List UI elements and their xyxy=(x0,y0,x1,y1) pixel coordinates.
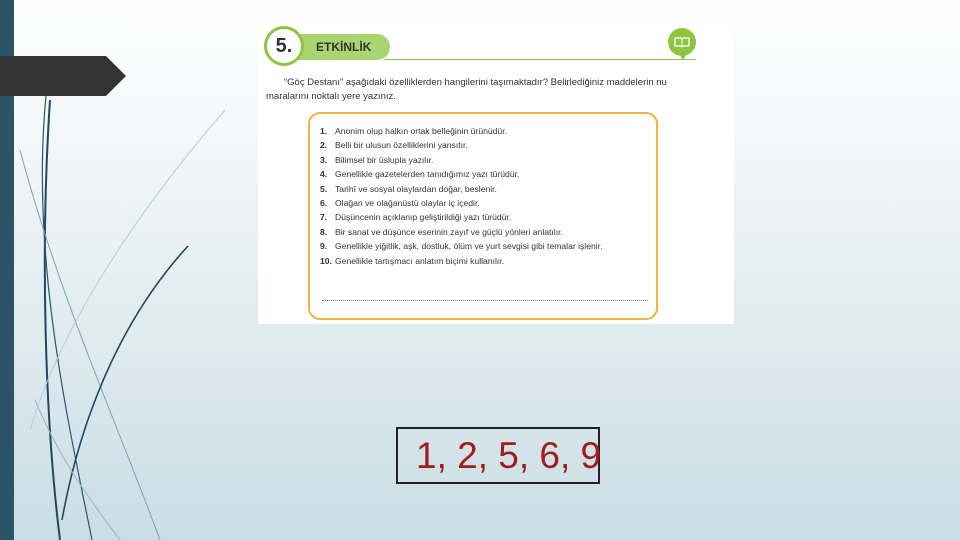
activity-worksheet xyxy=(258,22,734,324)
instruction-text xyxy=(266,76,726,104)
list-item: 10. Genellikle tartışmacı anlatım biçimi kullanılır. xyxy=(320,255,505,266)
activity-number: 5. xyxy=(264,26,304,66)
header-divider xyxy=(384,59,696,60)
decorative-lines xyxy=(0,0,300,540)
list-item: 8. Bir sanat ve düşünce eserinin zayıf ve güçlü yönleri anlatılır. xyxy=(320,226,563,237)
instruction-line-2: maralarını noktalı yere yazınız. xyxy=(266,91,396,102)
activity-label: ETKİNLİK xyxy=(286,34,390,60)
instruction-line-1: “Göç Destanı” aşağıdaki özelliklerden hangilerini taşımaktadır? Belirlediğiniz maddelerin nu xyxy=(284,77,667,88)
list-item: 5. Tarihî ve sosyal olaylardan doğar, beslenir. xyxy=(320,183,497,194)
list-item: 9. Genellikle yiğitlik, aşk, dostluk, ölüm ve yurt sevgisi gibi temalar işlenir. xyxy=(320,241,603,252)
list-item: 4. Genellikle gazetelerden tanıdığımız yazı türüdür. xyxy=(320,169,520,180)
list-item: 1. Anonim olup halkın ortak belleğinin ürünüdür. xyxy=(320,126,507,136)
answer-dotted-line xyxy=(322,300,648,301)
list-item: 7. Düşüncenin açıklanıp geliştirildiği yazı türüdür. xyxy=(320,212,512,223)
book-icon-pointer xyxy=(678,52,688,60)
activity-header xyxy=(264,26,384,66)
list-item: 3. Bilimsel bir üslupla yazılır. xyxy=(320,154,434,165)
items-box xyxy=(308,112,658,320)
items-list xyxy=(320,124,602,268)
answer-text: 1, 2, 5, 6, 9 xyxy=(416,435,602,476)
list-item: 6. Olağan ve olağanüstü olaylar iç içedir. xyxy=(320,198,480,209)
list-item: 2. Belli bir ulusun özelliklerini yansıtır. xyxy=(320,140,468,151)
